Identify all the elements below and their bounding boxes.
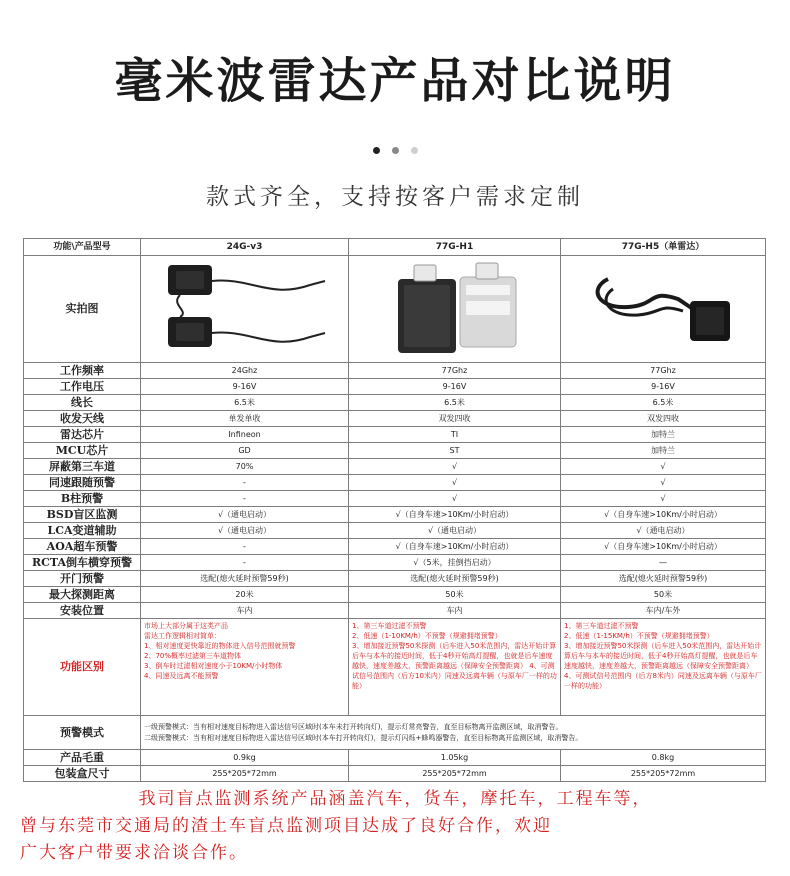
footer-text	[20, 786, 770, 867]
table-row	[24, 395, 766, 411]
zone-24g-text: 市场上大部分属于这类产品 雷达工作逻辑相对简单： 1、相对速度更快靠近的物体进入信号范围就预警 2、70%概率过滤第三车道物体 3、倒车时过滤相对速度小于10KM/小时物体 4、同速及远离不能预警	[144, 622, 296, 680]
table-cell: -	[141, 555, 349, 571]
table-row	[24, 475, 766, 491]
carousel-dot-3[interactable]	[411, 147, 418, 154]
row-label: MCU芯片	[24, 443, 141, 459]
table-cell: √（通电启动）	[561, 523, 766, 539]
warning-mode-text	[141, 716, 766, 750]
table-cell: √	[561, 459, 766, 475]
table-cell: √（通电启动）	[141, 507, 349, 523]
photo-77g-h1	[349, 256, 561, 363]
table-row	[24, 427, 766, 443]
footer-line-3: 广大客户带要求洽谈合作。	[20, 843, 248, 863]
table-cell: 77Ghz	[561, 363, 766, 379]
row-label: 功能区别	[24, 619, 141, 716]
table-cell: 双发四收	[349, 411, 561, 427]
table-cell: TI	[349, 427, 561, 443]
row-label: AOA超车预警	[24, 539, 141, 555]
table-cell: √	[349, 459, 561, 475]
table-row	[24, 523, 766, 539]
row-label: B柱预警	[24, 491, 141, 507]
table-cell: 单发单收	[141, 411, 349, 427]
table-cell: 加特兰	[561, 443, 766, 459]
warning-mode-row	[24, 716, 766, 750]
radar-77g-h5-image	[568, 259, 758, 359]
photo-row	[24, 256, 766, 363]
table-row	[24, 539, 766, 555]
table-cell: 选配(熄火延时预警59秒)	[349, 571, 561, 587]
table-cell: 1.05kg	[349, 750, 561, 766]
table-cell: √	[561, 475, 766, 491]
row-label: LCA变道辅助	[24, 523, 141, 539]
table-row	[24, 587, 766, 603]
table-cell: √	[349, 491, 561, 507]
row-label: 线长	[24, 395, 141, 411]
row-label: 雷达芯片	[24, 427, 141, 443]
table-cell: —	[561, 555, 766, 571]
table-cell: -	[141, 491, 349, 507]
zone-77g-h1-text: 1、第三车道过滤不预警 2、低速（1-10KM/h）不预警（规避拥堵预警） 3、增加接近预警50米探测（后车进入50米范围内，雷达开始计算后车与本车的接近时间，低于4秒开始高灯提醒，也就是后车速度越快，速度差越大，预警距离越远（保障安全预警距离） 4、可测试信号范围内（后方10米内）同速及远离车辆（与原车厂一样的功能）	[352, 622, 557, 690]
table-cell: 24Ghz	[141, 363, 349, 379]
header-cell: 功能\产品型号	[24, 239, 141, 256]
row-label: 同速跟随预警	[24, 475, 141, 491]
comparison-table	[23, 238, 766, 782]
header-cell: 77G-H5（单雷达）	[561, 239, 766, 256]
table-cell: 9-16V	[349, 379, 561, 395]
table-cell: 9-16V	[561, 379, 766, 395]
table-cell: 50米	[349, 587, 561, 603]
photo-24g	[141, 256, 349, 363]
row-label: 包装盒尺寸	[24, 766, 141, 782]
table-cell: 255*205*72mm	[561, 766, 766, 782]
table-cell: √（通电启动）	[349, 523, 561, 539]
radar-77g-h1-image	[360, 259, 550, 359]
photo-77g-h5	[561, 256, 766, 363]
header-cell: 77G-H1	[349, 239, 561, 256]
table-cell: √	[349, 475, 561, 491]
warning-level-2: 二级预警模式：当有相对速度目标物进入雷达信号区域时(本车打开转向灯)，提示灯闪烁+蜂鸣器警告，直至目标物离开监测区域，取消警告。	[144, 733, 583, 742]
table-cell: √（自身车速>10Km/小时启动）	[349, 507, 561, 523]
table-cell: √（自身车速>10Km/小时启动）	[561, 507, 766, 523]
row-label: 安装位置	[24, 603, 141, 619]
table-row	[24, 491, 766, 507]
table-row	[24, 411, 766, 427]
table-row	[24, 555, 766, 571]
zone-77g-h5-text: 1、第三车道过滤不预警 2、低速（1-15KM/h）不预警（规避拥堵预警） 3、增加接近预警50米探测（后车进入50米范围内，雷达开始计算后车与本车的接近时间，低于4秒开始高灯提醒，也就是后车速度越快，速度差越大，预警距离越远（保障安全预警距离） 4、可测试信号范围内（后方8米内）同速及远离车辆（与原车厂一样的功能）	[564, 622, 762, 690]
table-cell: -	[141, 475, 349, 491]
table-row	[24, 379, 766, 395]
radar-24g-image	[150, 259, 340, 359]
table-cell: √	[561, 491, 766, 507]
table-cell: -	[141, 539, 349, 555]
table-row	[24, 363, 766, 379]
footer-line-1: 我司盲点监测系统产品涵盖汽车，货车，摩托车，工程车等，	[138, 789, 652, 809]
table-cell: Infineon	[141, 427, 349, 443]
table-cell: 车内	[141, 603, 349, 619]
table-cell: 双发四收	[561, 411, 766, 427]
table-cell: 77Ghz	[349, 363, 561, 379]
page-title: 毫米波雷达产品对比说明	[114, 53, 676, 109]
row-label: 工作频率	[24, 363, 141, 379]
warning-level-1: 一级预警模式：当有相对速度目标物进入雷达信号区域时(本车未打开转向灯)，提示灯常亮警告，直至目标物离开监测区域，取消警告。	[144, 722, 563, 731]
carousel-dots	[0, 147, 790, 154]
table-cell: 6.5米	[141, 395, 349, 411]
table-row	[24, 507, 766, 523]
table-cell: √（5米，挂倒挡启动）	[349, 555, 561, 571]
table-cell: 50米	[561, 587, 766, 603]
table-cell: 255*205*72mm	[141, 766, 349, 782]
table-row	[24, 766, 766, 782]
table-header-row	[24, 239, 766, 256]
table-cell: 6.5米	[349, 395, 561, 411]
row-label: 开门预警	[24, 571, 141, 587]
table-cell: 车内	[349, 603, 561, 619]
table-cell: 加特兰	[561, 427, 766, 443]
page-subtitle: 款式齐全，支持按客户需求定制	[206, 184, 584, 210]
zone-77g-h5	[561, 619, 766, 716]
row-label: 工作电压	[24, 379, 141, 395]
row-label: 屏蔽第三车道	[24, 459, 141, 475]
footer-line-2: 曾与东莞市交通局的渣土车盲点监测项目达成了良好合作，欢迎	[20, 816, 552, 836]
row-label: 产品毛重	[24, 750, 141, 766]
row-label: 收发天线	[24, 411, 141, 427]
table-cell: 255*205*72mm	[349, 766, 561, 782]
table-row	[24, 459, 766, 475]
function-difference-row	[24, 619, 766, 716]
table-cell: 选配(熄火延时预警59秒)	[561, 571, 766, 587]
table-row	[24, 443, 766, 459]
carousel-dot-1[interactable]	[373, 147, 380, 154]
table-cell: 6.5米	[561, 395, 766, 411]
table-cell: 0.9kg	[141, 750, 349, 766]
table-row	[24, 603, 766, 619]
table-cell: 9-16V	[141, 379, 349, 395]
table-cell: √（自身车速>10Km/小时启动）	[561, 539, 766, 555]
header-cell: 24G-v3	[141, 239, 349, 256]
row-label: RCTA倒车横穿预警	[24, 555, 141, 571]
table-cell: √（自身车速>10Km/小时启动）	[349, 539, 561, 555]
table-cell: ST	[349, 443, 561, 459]
table-cell: GD	[141, 443, 349, 459]
table-cell: √（通电启动）	[141, 523, 349, 539]
table-cell: 选配(熄火延时预警59秒)	[141, 571, 349, 587]
row-label: BSD盲区监测	[24, 507, 141, 523]
zone-77g-h1	[349, 619, 561, 716]
table-cell: 0.8kg	[561, 750, 766, 766]
row-label: 预警模式	[24, 716, 141, 750]
carousel-dot-2[interactable]	[392, 147, 399, 154]
table-cell: 70%	[141, 459, 349, 475]
row-label: 最大探测距离	[24, 587, 141, 603]
table-row	[24, 750, 766, 766]
row-label: 实拍图	[24, 256, 141, 363]
table-cell: 20米	[141, 587, 349, 603]
zone-24g	[141, 619, 349, 716]
table-cell: 车内/车外	[561, 603, 766, 619]
table-row	[24, 571, 766, 587]
